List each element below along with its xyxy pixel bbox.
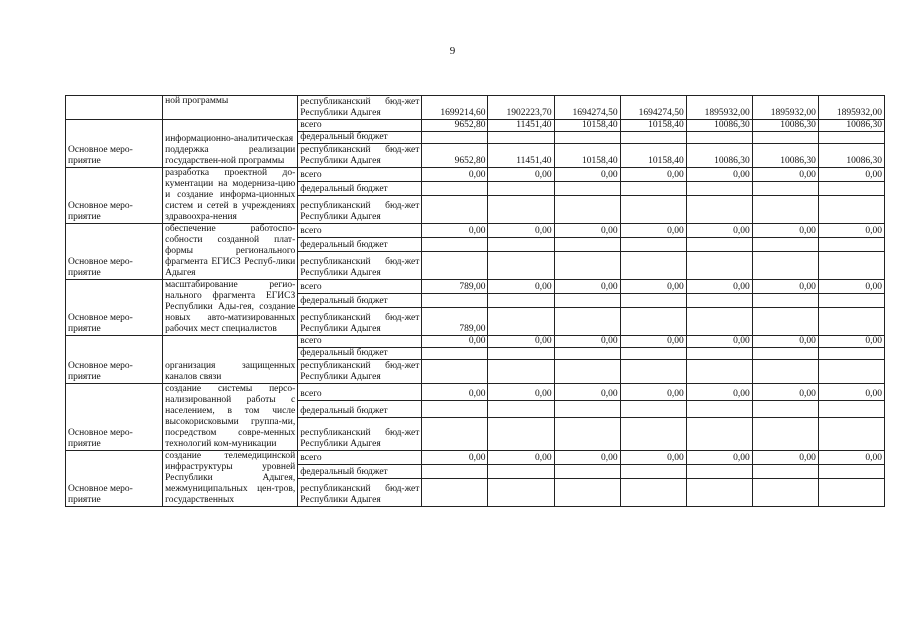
amount-cell: 0,00	[554, 168, 620, 182]
amount-cell	[554, 196, 620, 224]
amount-cell	[554, 252, 620, 280]
amount-cell	[620, 132, 686, 144]
amount-cell	[620, 182, 686, 196]
amount-cell	[752, 252, 818, 280]
amount-cell	[818, 132, 884, 144]
amount-cell: 789,00	[422, 308, 488, 336]
activity-name-cell: ной программы	[163, 96, 298, 120]
amount-cell	[752, 196, 818, 224]
amount-cell	[554, 360, 620, 384]
amount-cell: 0,00	[488, 224, 554, 238]
amount-cell: 1694274,50	[554, 96, 620, 120]
amount-cell	[422, 238, 488, 252]
amount-cell: 10086,30	[686, 144, 752, 168]
activity-name-cell: масштабирование регио-нального фрагмента ЕГИСЗ Республики Ады-гея, создание новых авто-матизированных рабочих мест специалистов	[163, 280, 298, 336]
amount-cell: 0,00	[620, 451, 686, 465]
amount-cell	[818, 252, 884, 280]
amount-cell	[752, 360, 818, 384]
amount-cell: 0,00	[554, 384, 620, 401]
amount-cell: 0,00	[554, 224, 620, 238]
amount-cell	[422, 348, 488, 360]
table-row	[66, 336, 885, 348]
funding-source-cell: всего	[298, 451, 422, 465]
amount-cell	[488, 238, 554, 252]
amount-cell: 0,00	[488, 336, 554, 348]
amount-cell: 9652,80	[422, 144, 488, 168]
amount-cell: 10086,30	[818, 144, 884, 168]
activity-name-cell: создание системы персо-нализированной работы с населением, в том числе высокорисковыми группа-ми, посредством совре-менных технологий ком-муникации	[163, 384, 298, 451]
amount-cell	[818, 196, 884, 224]
amount-cell	[554, 465, 620, 479]
activity-name-cell: создание телемедицинской инфраструктуры уровней Республики Адыгея, межмуниципальных цен-тров, государственных	[163, 451, 298, 507]
amount-cell: 0,00	[422, 224, 488, 238]
amount-cell	[818, 360, 884, 384]
activity-type-cell: Основное меро-приятие	[66, 168, 163, 224]
amount-cell: 0,00	[488, 168, 554, 182]
activity-name-cell: организация защищенных каналов связи	[163, 336, 298, 384]
funding-source-cell: республиканский бюд-жет Республики Адыгея	[298, 96, 422, 120]
page-number: 9	[449, 45, 456, 57]
amount-cell	[686, 238, 752, 252]
table-row	[66, 120, 885, 132]
amount-cell	[818, 308, 884, 336]
amount-cell: 1895932,00	[686, 96, 752, 120]
amount-cell	[620, 417, 686, 451]
activity-type-cell	[66, 96, 163, 120]
amount-cell	[422, 479, 488, 507]
amount-cell	[686, 252, 752, 280]
table-row	[66, 280, 885, 294]
amount-cell	[422, 360, 488, 384]
budget-table	[65, 95, 885, 507]
funding-source-cell: республиканский бюд-жет Республики Адыгея	[298, 417, 422, 451]
amount-cell: 0,00	[686, 384, 752, 401]
amount-cell	[488, 132, 554, 144]
amount-cell	[752, 417, 818, 451]
amount-cell	[422, 252, 488, 280]
amount-cell	[686, 400, 752, 417]
activity-type-cell: Основное меро-приятие	[66, 280, 163, 336]
amount-cell: 10086,30	[752, 120, 818, 132]
amount-cell	[422, 294, 488, 308]
table-row	[66, 168, 885, 182]
amount-cell: 0,00	[620, 224, 686, 238]
amount-cell	[488, 479, 554, 507]
amount-cell: 0,00	[752, 336, 818, 348]
funding-source-cell: всего	[298, 280, 422, 294]
activity-type-cell: Основное меро-приятие	[66, 451, 163, 507]
amount-cell	[686, 132, 752, 144]
amount-cell	[620, 360, 686, 384]
amount-cell: 10158,40	[620, 120, 686, 132]
amount-cell	[422, 132, 488, 144]
funding-source-cell: всего	[298, 120, 422, 132]
amount-cell	[488, 182, 554, 196]
amount-cell: 1895932,00	[818, 96, 884, 120]
funding-source-cell: федеральный бюджет	[298, 465, 422, 479]
amount-cell	[488, 348, 554, 360]
table-row	[66, 384, 885, 401]
amount-cell: 10086,30	[818, 120, 884, 132]
amount-cell	[818, 348, 884, 360]
amount-cell	[620, 294, 686, 308]
amount-cell: 11451,40	[488, 120, 554, 132]
amount-cell: 0,00	[752, 280, 818, 294]
funding-source-cell: республиканский бюд-жет Республики Адыгея	[298, 252, 422, 280]
amount-cell: 0,00	[620, 168, 686, 182]
amount-cell	[620, 479, 686, 507]
amount-cell	[818, 400, 884, 417]
amount-cell	[488, 252, 554, 280]
amount-cell: 0,00	[422, 168, 488, 182]
amount-cell	[752, 182, 818, 196]
amount-cell	[422, 417, 488, 451]
amount-cell: 1694274,50	[620, 96, 686, 120]
amount-cell	[752, 294, 818, 308]
amount-cell: 0,00	[752, 384, 818, 401]
amount-cell	[686, 479, 752, 507]
funding-source-cell: республиканский бюд-жет Республики Адыгея	[298, 479, 422, 507]
amount-cell: 10158,40	[554, 120, 620, 132]
amount-cell	[752, 132, 818, 144]
amount-cell	[752, 308, 818, 336]
amount-cell: 0,00	[686, 168, 752, 182]
amount-cell	[752, 348, 818, 360]
amount-cell: 0,00	[620, 280, 686, 294]
amount-cell	[488, 417, 554, 451]
amount-cell	[686, 348, 752, 360]
amount-cell	[554, 182, 620, 196]
amount-cell	[818, 465, 884, 479]
amount-cell	[554, 400, 620, 417]
table-row	[66, 96, 885, 120]
amount-cell: 0,00	[488, 280, 554, 294]
amount-cell: 0,00	[818, 280, 884, 294]
amount-cell: 0,00	[818, 384, 884, 401]
amount-cell: 9652,80	[422, 120, 488, 132]
amount-cell	[488, 465, 554, 479]
amount-cell	[620, 238, 686, 252]
amount-cell: 789,00	[422, 280, 488, 294]
amount-cell: 0,00	[686, 336, 752, 348]
amount-cell: 0,00	[422, 451, 488, 465]
funding-source-cell: всего	[298, 224, 422, 238]
amount-cell	[752, 238, 818, 252]
amount-cell	[686, 465, 752, 479]
amount-cell: 0,00	[818, 451, 884, 465]
funding-source-cell: республиканский бюд-жет Республики Адыгея	[298, 360, 422, 384]
amount-cell	[554, 238, 620, 252]
activity-type-cell: Основное меро-приятие	[66, 120, 163, 168]
amount-cell	[554, 308, 620, 336]
amount-cell	[554, 348, 620, 360]
amount-cell	[818, 294, 884, 308]
amount-cell: 0,00	[752, 224, 818, 238]
activity-name-cell: обеспечение работоспо-собности созданной плат-формы регионального фрагмента ЕГИСЗ Респуб-лики Адыгея	[163, 224, 298, 280]
amount-cell: 10086,30	[752, 144, 818, 168]
amount-cell	[422, 400, 488, 417]
amount-cell	[488, 308, 554, 336]
amount-cell	[554, 417, 620, 451]
funding-source-cell: федеральный бюджет	[298, 182, 422, 196]
amount-cell	[752, 400, 818, 417]
amount-cell: 0,00	[554, 451, 620, 465]
amount-cell	[554, 479, 620, 507]
amount-cell	[488, 400, 554, 417]
amount-cell: 0,00	[488, 384, 554, 401]
amount-cell	[620, 252, 686, 280]
amount-cell: 0,00	[620, 336, 686, 348]
amount-cell	[488, 360, 554, 384]
amount-cell: 0,00	[686, 451, 752, 465]
amount-cell: 0,00	[818, 224, 884, 238]
funding-source-cell: федеральный бюджет	[298, 238, 422, 252]
funding-source-cell: республиканский бюд-жет Республики Адыгея	[298, 196, 422, 224]
amount-cell	[422, 182, 488, 196]
amount-cell	[620, 400, 686, 417]
table-row	[66, 224, 885, 238]
amount-cell	[620, 465, 686, 479]
activity-type-cell: Основное меро-приятие	[66, 336, 163, 384]
funding-source-cell: федеральный бюджет	[298, 348, 422, 360]
amount-cell: 1699214,60	[422, 96, 488, 120]
amount-cell	[686, 294, 752, 308]
funding-source-cell: федеральный бюджет	[298, 400, 422, 417]
amount-cell	[554, 294, 620, 308]
funding-source-cell: всего	[298, 384, 422, 401]
amount-cell	[686, 308, 752, 336]
amount-cell	[620, 308, 686, 336]
amount-cell	[620, 196, 686, 224]
amount-cell	[752, 465, 818, 479]
amount-cell	[686, 417, 752, 451]
amount-cell	[488, 294, 554, 308]
amount-cell: 0,00	[752, 451, 818, 465]
activity-type-cell: Основное меро-приятие	[66, 384, 163, 451]
amount-cell: 10086,30	[686, 120, 752, 132]
amount-cell	[818, 182, 884, 196]
amount-cell: 0,00	[554, 280, 620, 294]
amount-cell	[686, 182, 752, 196]
activity-name-cell: разработка проектной до-кументации на модерниза-цию и создание информа-ционных систем и сетей в учреждениях здравоохра-нения	[163, 168, 298, 224]
activity-name-cell: информационно-аналитическая поддержка реализации государствен-ной программы	[163, 120, 298, 168]
amount-cell: 0,00	[620, 384, 686, 401]
funding-source-cell: всего	[298, 168, 422, 182]
funding-source-cell: федеральный бюджет	[298, 132, 422, 144]
amount-cell: 11451,40	[488, 144, 554, 168]
amount-cell: 0,00	[752, 168, 818, 182]
amount-cell: 0,00	[422, 336, 488, 348]
amount-cell: 0,00	[554, 336, 620, 348]
amount-cell: 10158,40	[554, 144, 620, 168]
table-row	[66, 451, 885, 465]
amount-cell	[686, 196, 752, 224]
amount-cell	[422, 465, 488, 479]
funding-source-cell: республиканский бюд-жет Республики Адыгея	[298, 144, 422, 168]
activity-type-cell: Основное меро-приятие	[66, 224, 163, 280]
funding-source-cell: федеральный бюджет	[298, 294, 422, 308]
amount-cell: 10158,40	[620, 144, 686, 168]
amount-cell	[686, 360, 752, 384]
amount-cell	[488, 196, 554, 224]
amount-cell: 1902223,70	[488, 96, 554, 120]
amount-cell	[422, 196, 488, 224]
amount-cell: 1895932,00	[752, 96, 818, 120]
amount-cell	[752, 479, 818, 507]
amount-cell: 0,00	[686, 224, 752, 238]
amount-cell	[554, 132, 620, 144]
amount-cell	[620, 348, 686, 360]
amount-cell: 0,00	[818, 336, 884, 348]
amount-cell: 0,00	[488, 451, 554, 465]
amount-cell	[818, 238, 884, 252]
amount-cell: 0,00	[818, 168, 884, 182]
funding-source-cell: всего	[298, 336, 422, 348]
amount-cell: 0,00	[422, 384, 488, 401]
funding-source-cell: республиканский бюд-жет Республики Адыгея	[298, 308, 422, 336]
amount-cell	[818, 417, 884, 451]
amount-cell	[818, 479, 884, 507]
amount-cell: 0,00	[686, 280, 752, 294]
